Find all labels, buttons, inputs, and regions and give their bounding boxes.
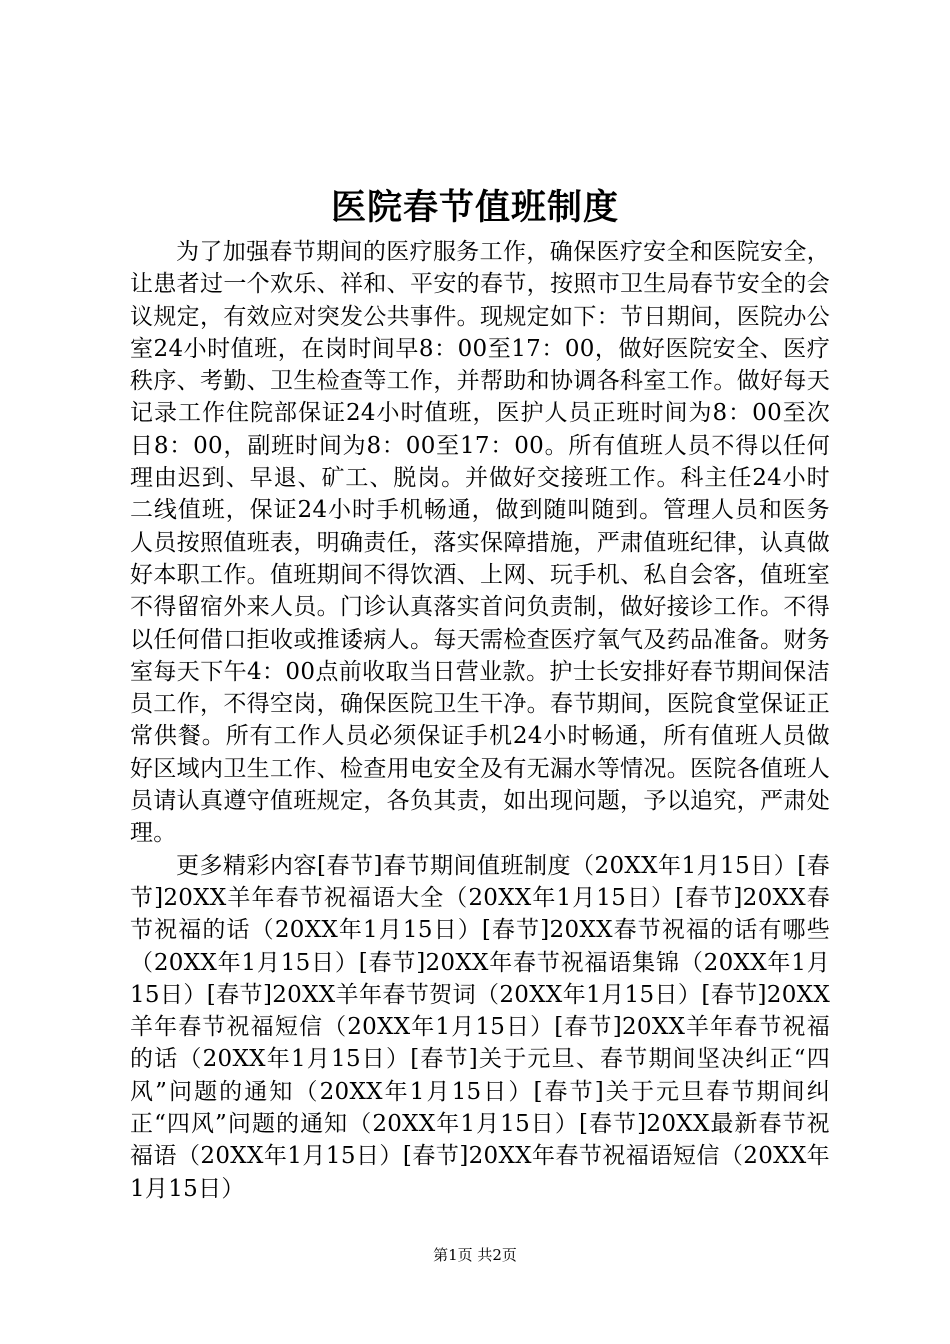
body-paragraph-related-links: 更多精彩内容[春节]春节期间值班制度（20XX年1月15日）[春节]20XX羊年春节祝福语大全（20XX年1月15日）[春节]20XX春节祝福的话（20XX年1月15日）[春节]20XX春节祝福的话有哪些（20XX年1月15日）[春节]20XX年春节祝福语集锦（20XX年1月15日）[春节]20XX羊年春节贺词（20XX年1月15日）[春节]20XX羊年春节祝福短信（20XX年1月15日）[春节]20XX羊年春节祝福的话（20XX年1月15日）[春节]关于元旦、春节期间坚决纠正“四风”问题的通知（20XX年1月15日）[春节]关于元旦春节期间纠正“四风”问题的通知（20XX年1月15日）[春节]20XX最新春节祝福语（20XX年1月15日）[春节]20XX年春节祝福语短信（20XX年1月15日） [130,852,830,1202]
body-paragraph-regulations: 为了加强春节期间的医疗服务工作，确保医疗安全和医院安全，让患者过一个欢乐、祥和、平安的春节，按照市卫生局春节安全的会议规定，有效应对突发公共事件。现规定如下：节日期间，医院办公室24小时值班，在岗时间早8：00至17：00，做好医院安全、医疗秩序、考勤、卫生检查等工作，并帮助和协调各科室工作。做好每天记录工作住院部保证24小时值班，医护人员正班时间为8：00至次日8：00，副班时间为8：00至17：00。所有值班人员不得以任何理由迟到、早退、矿工、脱岗。并做好交接班工作。科主任24小时二线值班，保证24小时手机畅通，做到随叫随到。管理人员和医务人员按照值班表，明确责任，落实保障措施，严肃值班纪律，认真做好本职工作。值班期间不得饮酒、上网、玩手机、私自会客，值班室不得留宿外来人员。门诊认真落实首问负责制，做好接诊工作。不得以任何借口拒收或推诿病人。每天需检查医疗氧气及药品准备。财务室每天下午4：00点前收取当日营业款。护士长安排好春节期间保洁员工作，不得空岗，确保医院卫生干净。春节期间，医院食堂保证正常供餐。所有工作人员必须保证手机24小时畅通，所有值班人员做好区域内卫生工作、检查用电安全及有无漏水等情况。医院各值班人员请认真遵守值班规定，各负其责，如出现问题，予以追究，严肃处理。 [130,239,830,847]
page-number-footer: 第1页 共2页 [433,1246,517,1264]
document-body [130,236,830,1205]
document-title: 医院春节值班制度 [330,187,619,228]
